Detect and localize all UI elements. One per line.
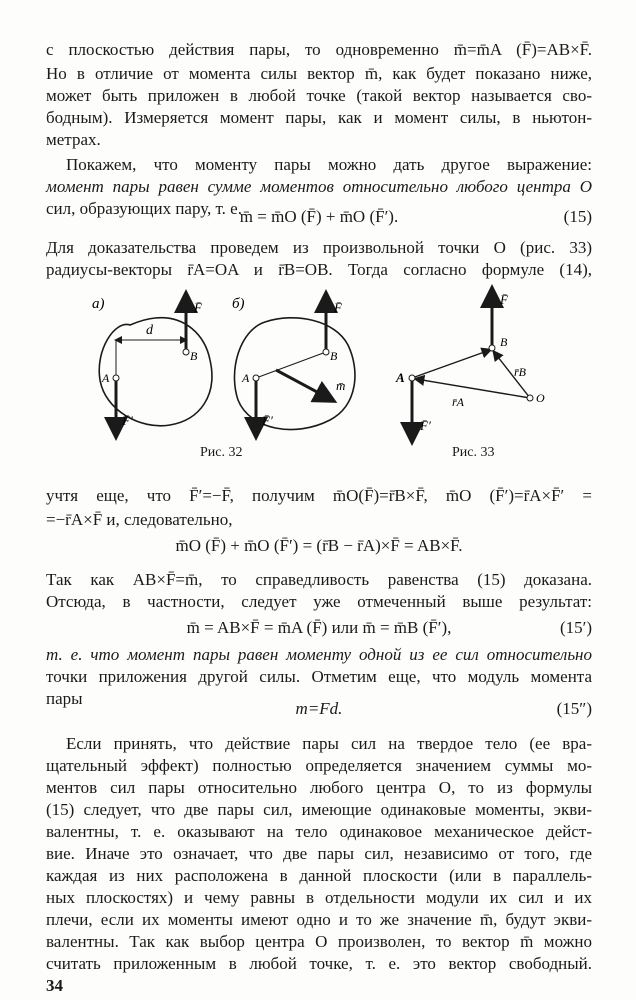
label-O: O — [536, 391, 545, 405]
panel-b-label: б) — [232, 296, 245, 312]
page-number: 34 — [46, 976, 63, 995]
text-line: Покажем, что моменту пары можно дать другое выражение: — [66, 155, 592, 174]
text-line: плечи, если их моменты имеют одно и то же значение m̄, будут экви- — [46, 910, 592, 929]
text-line: может быть приложен в любой точке (такой вектор называется сво- — [46, 86, 592, 105]
point-A — [253, 375, 259, 381]
text-line: метрах. — [46, 130, 101, 149]
text-line: щательный эффект) полностью определяется значением суммы мо- — [46, 756, 592, 775]
text-line: Отсюда, в частности, следует уже отмеченный выше результат: — [46, 592, 592, 611]
label-B: B — [190, 349, 198, 363]
equation-mid: m̄O (F̄) + m̄O (F̄′) = (r̄B − r̄A)×F̄ = AB×F̄. — [175, 536, 463, 555]
label-F: F̄ — [194, 300, 202, 315]
text-line: учтя еще, что F̄′=−F̄, получим m̄O(F̄)=r̄B×F̄, m̄O (F̄′)=r̄A×F̄′ = — [46, 486, 592, 505]
label-A: A — [102, 371, 110, 385]
point-B — [323, 349, 329, 355]
text-line: валентны, т. е. оказывают на тело одинаковое механическое дейст- — [46, 822, 592, 841]
text-line: с плоскостью действия пары, то одновременно m̄=m̄A (F̄)=AB×F̄. — [46, 40, 592, 59]
label-A: A — [396, 370, 405, 385]
text-line: т. е. что момент пары равен моменту одной из ее сил относительно — [46, 645, 592, 664]
text-line: вие. Иначе это означает, что две пары сил, независимо от того, где — [46, 844, 592, 863]
figure-32 — [90, 280, 370, 450]
text-line: ментов сил пары относительно любого центра O, то из формулы — [46, 778, 592, 797]
moment-m-arrow — [276, 370, 332, 400]
text-line: Но в отличие от момента силы вектор m̄, как будет показано ниже, — [46, 64, 592, 83]
text-line: считать приложенным в любой точке, т. е. это вектор свободный. — [46, 954, 592, 973]
label-B: B — [500, 335, 508, 349]
label-d: d — [146, 323, 153, 338]
label-F: F̄ — [500, 292, 508, 307]
label-rB: r̄B — [514, 365, 526, 379]
text-line: точки приложения другой силы. Отметим еще, что модуль момента — [46, 667, 592, 686]
label-F: F̄ — [334, 300, 342, 315]
label-A: A — [242, 371, 250, 385]
caption-fig-32: Рис. 32 — [200, 445, 243, 460]
text-line: валентны. Так как выбор центра O произволен, то вектор m̄ можно — [46, 932, 592, 951]
text-line: =−r̄A×F̄ и, следовательно, — [46, 510, 233, 529]
text-line: Если принять, что действие пары сил на твердое тело (ее вра- — [66, 734, 592, 753]
arm-AB — [256, 352, 326, 378]
label-Fprime: F̄′ — [122, 413, 133, 428]
panel-a-label: a) — [92, 296, 105, 312]
vector-rA — [416, 379, 530, 398]
label-Fprime: F̄′ — [420, 418, 431, 433]
equation-number: (15″) — [556, 699, 592, 718]
text-line: сил, образующих пару, т. е. — [46, 199, 242, 218]
text-line: радиусы-векторы r̄A=OA и r̄B=OB. Тогда согласно формуле (14), — [46, 260, 592, 279]
point-O — [527, 395, 533, 401]
label-rA: r̄A — [452, 395, 464, 409]
point-B — [183, 349, 189, 355]
equation-number: (15′) — [559, 618, 592, 637]
point-A — [113, 375, 119, 381]
text-line: каждая из них расположена в данной плоскости (или в параллель- — [46, 866, 592, 885]
text-line: пары — [46, 689, 83, 708]
caption-fig-33: Рис. 33 — [452, 445, 495, 460]
equation-expr: m=Fd. — [295, 699, 343, 718]
text-line: (15) следует, что две пары сил, имеющие одинаковые моменты, экви- — [46, 800, 592, 819]
equation-expr: m̄ = m̄O (F̄) + m̄O (F̄′). — [239, 207, 399, 226]
point-A — [409, 375, 415, 381]
equation-number: (15) — [563, 207, 592, 226]
figure-33 — [390, 280, 560, 450]
text-line: Для доказательства проведем из произвольной точки O (рис. 33) — [46, 238, 592, 257]
equation-expr: m̄ = AB×F̄ = m̄A (F̄) или m̄ = m̄B (F̄′), — [186, 618, 452, 637]
label-B: B — [330, 349, 338, 363]
equation-15-prime — [46, 618, 592, 640]
label-Fprime: F̄′ — [262, 413, 273, 428]
text-line: Так как AB×F̄=m̄, то справедливость равенства (15) доказана. — [46, 570, 592, 589]
equation-15-double-prime — [46, 699, 592, 721]
vector-AB — [412, 350, 490, 378]
equation-15 — [46, 207, 592, 229]
text-line: ных плоскостях) и чему равны в отдельности модули их сил и их — [46, 888, 592, 907]
body-outline — [234, 318, 354, 430]
point-B — [489, 345, 495, 351]
label-m: m̄ — [336, 378, 346, 393]
text-line: момент пары равен сумме моментов относительно любого центра O — [46, 177, 592, 196]
text-line: бодным). Измеряется момент пары, как и момент силы, в ньютон- — [46, 108, 592, 127]
